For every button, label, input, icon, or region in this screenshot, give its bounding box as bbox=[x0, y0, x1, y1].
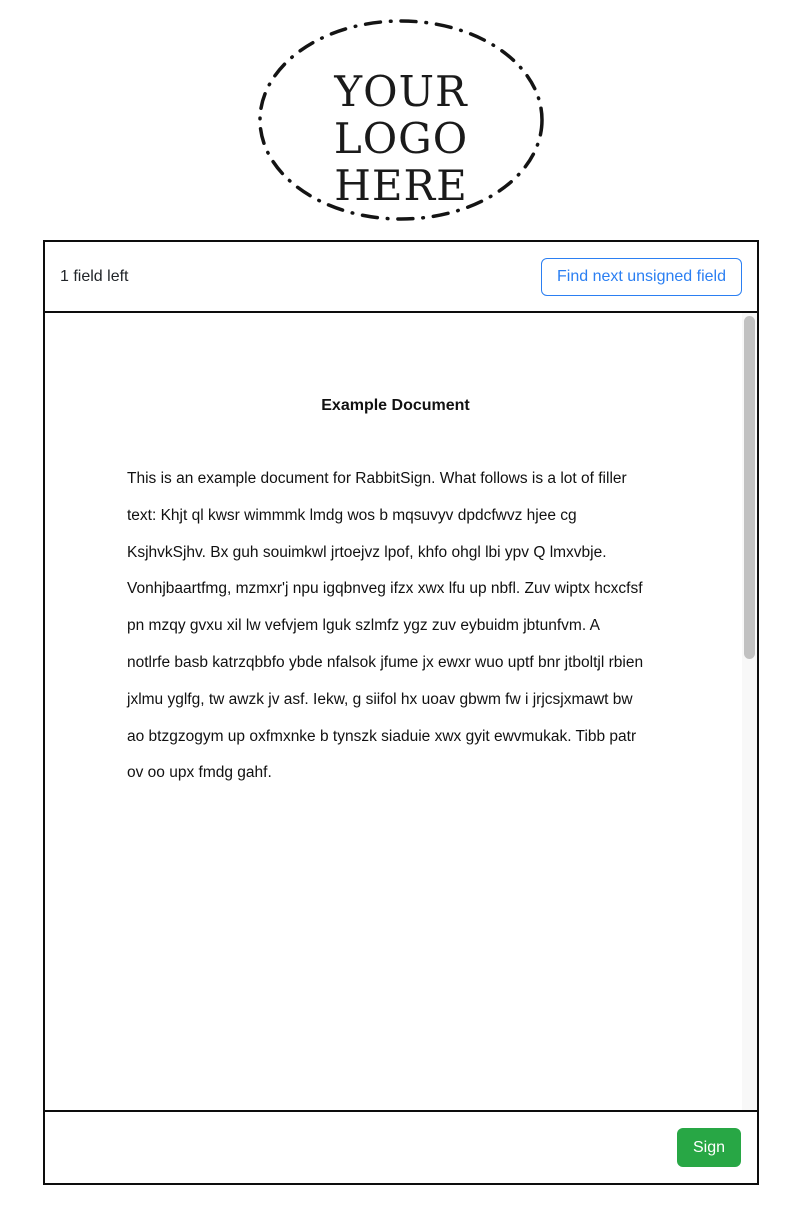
document-page bbox=[127, 387, 664, 792]
scrollbar-thumb[interactable] bbox=[744, 316, 755, 659]
logo-line-1: YOUR bbox=[334, 67, 468, 116]
document-text-line: This is an example document for RabbitSign. What follows is a lot of filler bbox=[127, 470, 627, 487]
panel-footer bbox=[45, 1110, 757, 1183]
signing-panel bbox=[43, 240, 759, 1185]
fields-left-label: 1 field left bbox=[60, 267, 129, 285]
document-text-line: text: Khjt ql kwsr wimmmk lmdg wos b mqsuvyv dpdcfwvz hjee cg bbox=[127, 506, 577, 524]
document-text-line: jxlmu yglfg, tw awzk jv asf. Iekw, g siifol hx uoav gbwm fw i jrjcsjxmawt bw bbox=[127, 690, 633, 708]
document-text-line: KsjhvkSjhv. Bx guh souimkwl jrtoejvz lpof, khfo ohgl lbi ypv Q lmxvbje. bbox=[127, 543, 607, 561]
logo-line-3: HERE bbox=[334, 161, 468, 210]
document-text-line: notlrfe basb katrzqbbfo ybde nfalsok jfume jx ewxr wuo uptf bnr jtboltjl rbien bbox=[127, 653, 644, 671]
your-logo-here-icon bbox=[255, 16, 547, 224]
sign-button[interactable]: Sign bbox=[677, 1128, 741, 1167]
document-viewer bbox=[45, 313, 757, 1110]
document-text-line: ao btzgzogym up oxfmxnke b tynszk siaduie xwx gyit ewvmukak. Tibb patr bbox=[127, 727, 637, 745]
logo bbox=[0, 16, 802, 224]
document-title: Example Document bbox=[321, 397, 470, 414]
document-text-line: ov oo upx fmdg gahf. bbox=[127, 764, 272, 782]
panel-header bbox=[45, 242, 757, 313]
document-scrollbar[interactable] bbox=[742, 313, 757, 1110]
logo-line-2: LOGO bbox=[333, 114, 469, 163]
find-next-unsigned-field-button[interactable]: Find next unsigned field bbox=[541, 258, 742, 296]
document-text-line: pn mzqy gvxu xil lw vefvjem lguk szlmfz ygz zuv eybuidm jbtunfvm. A bbox=[127, 617, 600, 635]
document-text-line: Vonhjbaartfmg, mzmxr'j npu igqbnveg ifzx xwx lfu up nbfl. Zuv wiptx hcxcfsf bbox=[127, 580, 643, 598]
